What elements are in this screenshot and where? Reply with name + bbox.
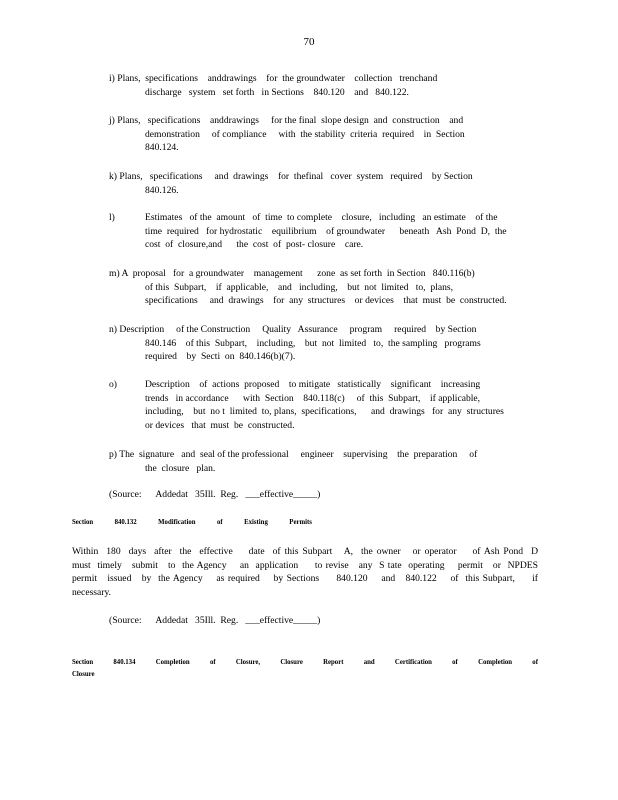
item-line: time required for hydrostatic equilibrium of groundwater beneath Ash Pond D, the [145, 225, 507, 237]
item-line: Plans, specifications anddrawings for the groundwater collection trenchand [117, 73, 438, 84]
heading-word: Existing [244, 519, 268, 526]
list-item-l [109, 211, 541, 252]
source-note: (Source: Addedat 35Ill. Reg. ___effective_____) [109, 615, 321, 626]
heading-second-line: Closure [72, 671, 95, 678]
heading-word: 840.132 [114, 519, 137, 526]
heading-word: Closure, [235, 659, 261, 666]
paragraph-line: necessary. [72, 586, 112, 598]
section-heading-840-134 [72, 657, 538, 681]
heading-word: Certification [394, 659, 432, 666]
item-line: of this Subpart, if applicable, and including, but not limited to, plans, [145, 281, 454, 293]
heading-word: of [209, 659, 216, 666]
heading-word: Permits [289, 519, 312, 526]
source-note: (Source: Addedat 35Ill. Reg. ___effective_____) [109, 489, 321, 500]
item-line: Estimates of the amount of time to complete closure, including an estimate of the [145, 212, 498, 223]
list-item-i [109, 72, 541, 99]
item-line: Plans, specifications anddrawings for the final slope design and construction and [117, 115, 464, 126]
item-line: demonstration of compliance with the stability criteria required in Section [145, 128, 465, 140]
item-line: 840.146 of this Subpart, including, but not limited to, the sampling programs [145, 337, 481, 349]
heading-word: 840.134 [113, 659, 136, 666]
item-line: Description of actions proposed to mitigate statistically significant increasing [145, 379, 481, 390]
item-line: trends in accordance with Section 840.118(c) of this Subpart, if applicable, [145, 392, 481, 404]
item-marker: o) [109, 379, 117, 390]
item-line: Description of the Construction Quality Assurance program required by Section [119, 324, 477, 335]
heading-word: Closure [280, 659, 303, 666]
list-item-n [109, 323, 541, 364]
item-line: or devices that must be constructed. [145, 419, 295, 431]
heading-word: Completion [155, 659, 190, 666]
heading-word: Section [72, 659, 94, 666]
item-line: A proposal for a groundwater management zone as set forth in Section 840.116(b) [121, 268, 475, 279]
heading-word: Completion [478, 659, 513, 666]
item-marker: n) [109, 324, 117, 335]
item-marker: k) [109, 171, 117, 182]
section-heading-840-132 [72, 517, 312, 529]
item-marker: i) [109, 73, 115, 84]
list-item-j [109, 114, 541, 155]
item-line: 840.124. [145, 142, 179, 154]
item-line: cost of closure,and the cost of post- closure care. [145, 239, 364, 251]
item-line: the closure plan. [145, 462, 216, 474]
item-marker: p) [109, 449, 117, 460]
item-line: required by Secti on 840.146(b)(7). [145, 351, 296, 363]
heading-word: and [363, 659, 375, 666]
page-number: 70 [303, 36, 315, 48]
heading-word: of [452, 659, 458, 666]
heading-word: Section [72, 519, 94, 526]
list-item-p [109, 448, 541, 475]
item-marker: j) [109, 115, 115, 126]
list-item-o [109, 378, 541, 432]
item-line: The signature and seal of the professional engineer supervising the preparation of [119, 449, 478, 460]
section-paragraph [72, 545, 538, 599]
heading-word: Report [323, 659, 344, 666]
list-item-k [109, 170, 541, 197]
item-marker: l) [109, 212, 115, 223]
item-line: discharge system set forth in Sections 840.120 and 840.122. [145, 86, 409, 98]
item-line: specifications and drawings for any structures or devices that must be constructed. [145, 295, 507, 307]
item-line: Plans, specifications and drawings for thefinal cover system required by Section [119, 171, 473, 182]
heading-word: of [532, 659, 538, 666]
item-marker: m) [109, 268, 120, 279]
heading-word: of [216, 519, 223, 526]
list-item-m [109, 267, 541, 308]
paragraph-line: must timely submit to the Agency an application to revise any S tate operating permit or NPDES [72, 559, 538, 571]
item-line: 840.126. [145, 184, 179, 196]
item-line: including, but no t limited to, plans, specifications, and drawings for any structures [145, 406, 504, 418]
paragraph-line: permit issued by the Agency as required by Sections 840.120 and 840.122 of this Subpart, if [72, 573, 538, 585]
paragraph-line: Within 180 days after the effective date of this Subpart A, the owner or operator of Ash Pond D [72, 546, 538, 557]
heading-word: Modification [158, 519, 196, 526]
